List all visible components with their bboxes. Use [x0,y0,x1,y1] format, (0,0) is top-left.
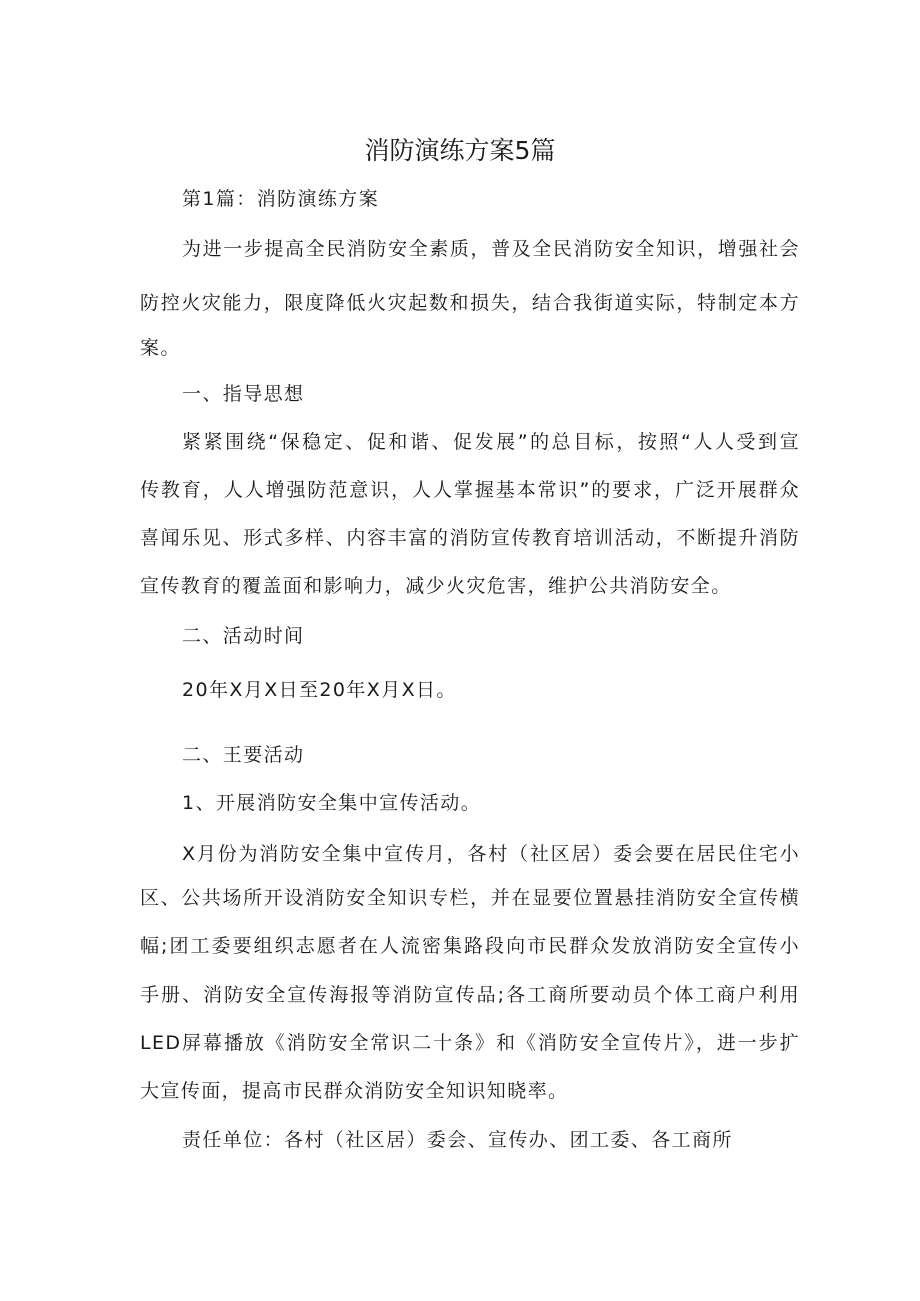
paragraph-line: 20年X月X日至20年X月X日。 [182,679,457,701]
section-heading: 第1篇：消防演练方案 [182,188,380,210]
paragraph-line: 手册、消防安全宣传海报等消防宣传品;各工商所要动员个体工商户利用 [140,984,800,1006]
paragraph-line: 幅;团工委要组织志愿者在人流密集路段向市民群众发放消防安全宣传小 [140,935,800,957]
paragraph-line: X月份为消防安全集中宣传月，各村（社区居）委会要在居民住宅小 [182,843,800,865]
paragraph-line: 责任单位：各村（社区居）委会、宣传办、团工委、各工商所 [182,1129,733,1151]
section-heading: 二、活动时间 [182,625,305,647]
document-title: 消防演练方案5篇 [364,136,556,165]
section-heading: 二、王要活动 [182,744,305,766]
paragraph-line: 紧紧围绕“保稳定、促和谐、促发展”的总目标，按照“人人受到宣 [182,431,800,453]
paragraph-line: 传教育，人人增强防范意识，人人掌握基本常识”的要求，广泛开展群众 [140,479,800,501]
paragraph-line: 大宣传面，提高市民群众消防安全知识知晓率。 [140,1080,569,1102]
paragraph-line: 防控火灾能力，限度降低火灾起数和损失，结合我街道实际，特制定本方 [140,292,800,314]
paragraph-line: 区、公共场所开设消防安全知识专栏，并在显要位置悬挂消防安全宣传横 [140,887,800,909]
paragraph-line: LED屏幕播放《消防安全常识二十条》和《消防安全宣传片》，进一步扩 [140,1032,800,1054]
section-heading: 一、指导思想 [182,383,305,405]
paragraph-line: 案。 [140,337,181,359]
paragraph-line: 为进一步提高全民消防安全素质，普及全民消防安全知识，增强社会 [182,238,800,260]
paragraph-line: 喜闻乐见、形式多样、内容丰富的消防宣传教育培训活动，不断提升消防 [140,527,800,549]
paragraph-line: 宣传教育的覆盖面和影响力，减少火灾危害，维护公共消防安全。 [140,575,732,597]
subsection-heading: 1、开展消防安全集中宣传活动。 [182,792,482,814]
